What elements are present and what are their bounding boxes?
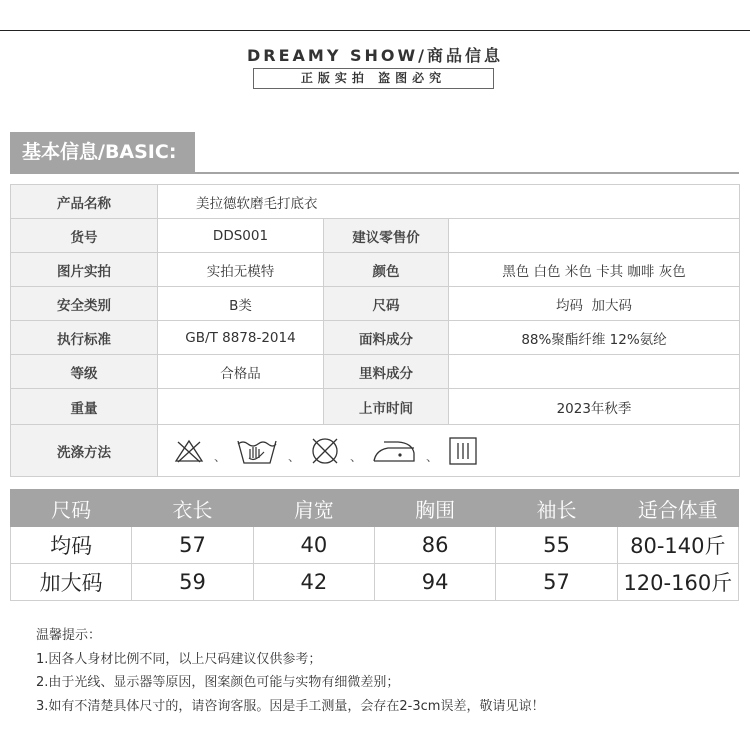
standard-value: GB/T 8878-2014 [158,321,324,355]
size-cell: 加大码 [11,564,132,601]
care-label: 洗涤方法 [11,425,158,477]
authenticity-badge: 正版实拍 盗图必究 [253,68,494,89]
size-header-cell: 胸围 [374,490,495,527]
launch-label: 上市时间 [324,389,449,425]
do-not-bleach-icon [174,438,204,464]
care-separator: 、 [350,450,363,464]
photo-value: 实拍无模特 [158,253,324,287]
size-cell: 40 [253,527,374,564]
size-cell: 59 [132,564,253,601]
do-not-tumble-dry-icon [310,436,340,466]
grade-value: 合格品 [158,355,324,389]
size-header-cell: 肩宽 [253,490,374,527]
size-cell: 57 [496,564,617,601]
care-separator: 、 [426,450,439,464]
product-name-value: 美拉德软磨毛打底衣 [158,185,740,219]
size-header-cell: 袖长 [496,490,617,527]
color-label: 颜色 [324,253,449,287]
safety-label: 安全类别 [11,287,158,321]
lining-value [449,355,740,389]
size-header-cell: 适合体重 [617,490,738,527]
size-cell: 57 [132,527,253,564]
info-row [11,389,740,425]
note-item: 3.如有不清楚具体尺寸的，请咨询客服。因是手工测量，会存在2-3cm误差，敬请见谅！ [36,698,545,714]
weight-label: 重量 [11,389,158,425]
lining-label: 里料成分 [324,355,449,389]
size-value: 均码 加大码 [449,287,740,321]
color-value: 黑色 白色 米色 卡其 咖啡 灰色 [449,253,740,287]
iron-icon [372,438,416,464]
size-cell: 80-140斤 [617,527,738,564]
size-chart-header [11,490,739,527]
top-divider [0,30,750,31]
size-header-cell: 尺码 [11,490,132,527]
size-cell: 42 [253,564,374,601]
info-row [11,253,740,287]
size-cell: 94 [374,564,495,601]
size-label: 尺码 [324,287,449,321]
info-row [11,425,740,477]
info-row [11,185,740,219]
care-separator: 、 [288,450,301,464]
care-icons [158,436,739,466]
section-title: 基本信息/BASIC: [10,132,195,172]
launch-value: 2023年秋季 [449,389,740,425]
note-item: 1.因各人身材比例不同，以上尺码建议仅供参考； [36,651,322,667]
note-item: 2.由于光线、显示器等原因，图案颜色可能与实物有细微差别； [36,675,400,690]
grade-label: 等级 [11,355,158,389]
info-row [11,219,740,253]
photo-label: 图片实拍 [11,253,158,287]
weight-value [158,389,324,425]
section-underline [10,172,739,174]
care-icons-cell [158,425,740,477]
size-header-cell: 衣长 [132,490,253,527]
line-dry-icon [448,436,478,466]
standard-label: 执行标准 [11,321,158,355]
size-chart-table [10,489,739,601]
size-cell: 55 [496,527,617,564]
hand-wash-icon [236,437,278,465]
notes [36,624,736,718]
fabric-label: 面料成分 [324,321,449,355]
safety-value: B类 [158,287,324,321]
notes-title: 温馨提示： [36,628,102,643]
product-name-label: 产品名称 [11,185,158,219]
info-row [11,355,740,389]
size-cell: 86 [374,527,495,564]
brand-title: DREAMY SHOW/商品信息 [246,46,503,65]
info-row [11,321,740,355]
item-no-value: DDS001 [158,219,324,253]
retail-price-value [449,219,740,253]
product-info-table [10,184,740,477]
size-cell: 均码 [11,527,132,564]
care-separator: 、 [214,450,227,464]
fabric-value: 88%聚酯纤维 12%氨纶 [449,321,740,355]
size-chart-row [11,527,739,564]
size-cell: 120-160斤 [617,564,738,601]
item-no-label: 货号 [11,219,158,253]
info-row [11,287,740,321]
size-chart-row [11,564,739,601]
retail-price-label: 建议零售价 [324,219,449,253]
